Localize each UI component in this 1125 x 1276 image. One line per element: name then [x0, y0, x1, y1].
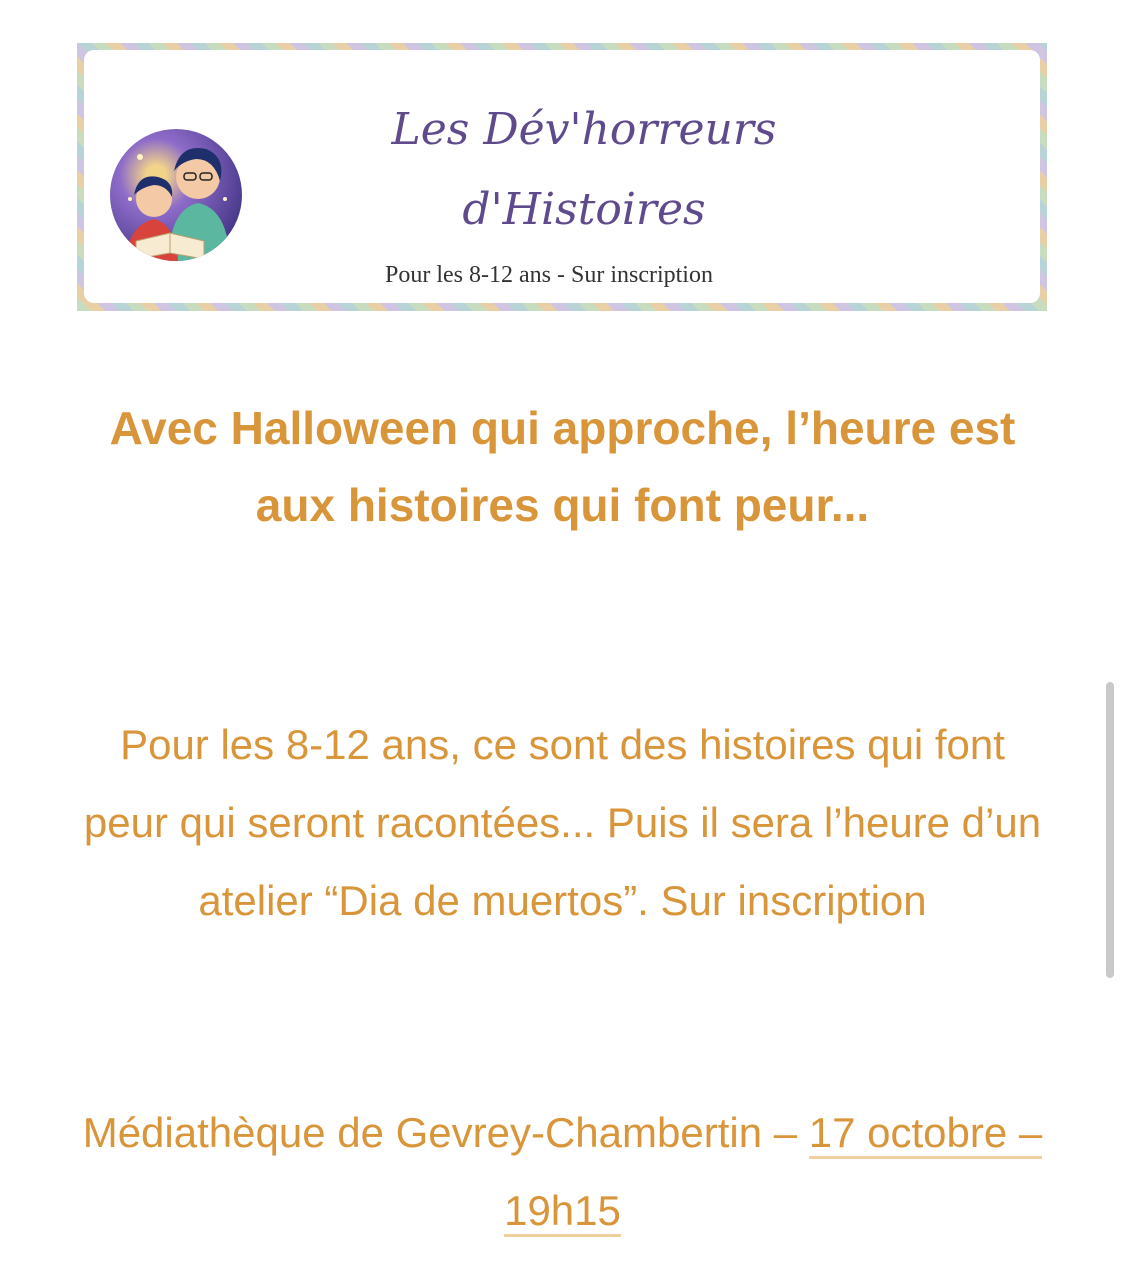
- banner-title: Les Dév'horreurs d'Histoires: [391, 104, 777, 235]
- illustration-art: [110, 129, 242, 261]
- vertical-scrollbar[interactable]: [1106, 682, 1114, 978]
- event-banner: [77, 43, 1047, 311]
- banner-card: [84, 50, 1040, 303]
- children-reading-illustration: [110, 129, 242, 261]
- event-date-link[interactable]: 17 octobre – 19h15: [504, 1109, 1042, 1237]
- event-headline: Avec Halloween qui approche, l’heure est aux histoires qui font peur...: [109, 402, 1016, 531]
- banner-subtitle: Pour les 8-12 ans - Sur inscription: [385, 262, 713, 288]
- event-description: Pour les 8-12 ans, ce sont des histoires qui font peur qui seront racontées... Puis il sera l’heure d’un atelier “Dia de muertos”. Sur inscription: [83, 721, 1042, 924]
- location-name: Médiathèque de Gevrey-Chambertin –: [82, 1109, 809, 1156]
- event-location: [80, 1094, 1045, 1250]
